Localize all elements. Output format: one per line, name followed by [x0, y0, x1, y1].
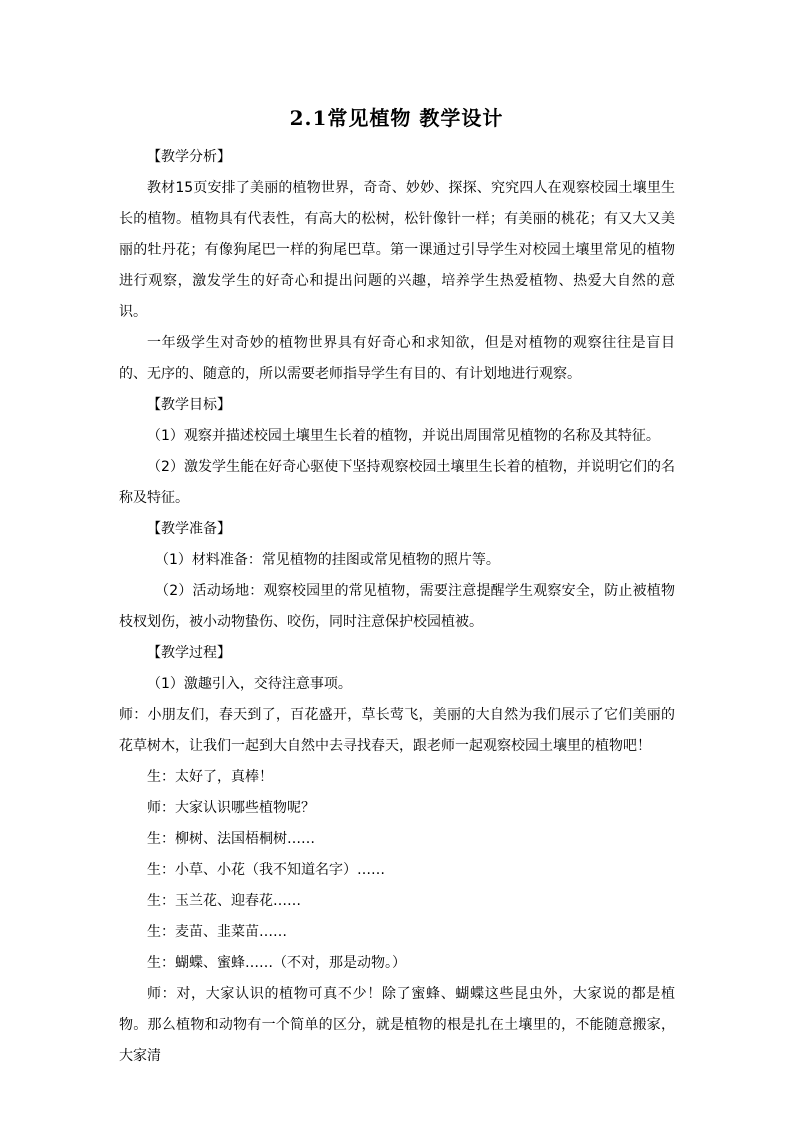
dialog-line-student-3: 生：小草、小花（我不知道名字）…… — [147, 862, 385, 878]
dialog-line-teacher-3: 师：对，大家认识的植物可真不少！除了蜜蜂、蝴蝶这些昆虫外，大家说的都是植物。那么植物和动物有一个简单的区分，就是植物的根是扎在土壤里的，不能随意搬家，大家清 — [119, 986, 675, 1064]
document-body — [119, 142, 675, 1072]
section-heading-goals: 【教学目标】 — [147, 397, 231, 413]
dialog-line-student-5: 生：麦苗、韭菜苗…… — [147, 924, 287, 940]
paragraph-analysis-2: 一年级学生对奇妙的植物世界具有好奇心和求知欲，但是对植物的观察往往是盲目的、无序的、随意的，所以需要老师指导学生有目的、有计划地进行观察。 — [119, 335, 675, 382]
document-title: 2.1常见植物 教学设计 — [289, 106, 504, 130]
dialog-line-teacher-2: 师：大家认识哪些植物呢？ — [147, 800, 315, 816]
goal-item-2: （2）激发学生能在好奇心驱使下坚持观察校园土壤里生长着的植物，并说明它们的名称及特征。 — [119, 459, 675, 506]
dialog-line-student-4: 生：玉兰花、迎春花…… — [147, 893, 301, 909]
dialog-line-student-1: 生：太好了，真棒！ — [147, 769, 273, 785]
dialog-line-teacher-1: 师：小朋友们，春天到了，百花盛开，草长莺飞，美丽的大自然为我们展示了它们美丽的花草树木，让我们一起到大自然中去寻找春天，跟老师一起观察校园土壤里的植物吧！ — [119, 707, 675, 754]
dialog-line-student-6: 生：蝴蝶、蜜蜂……（不对，那是动物。） — [147, 955, 406, 971]
section-heading-analysis: 【教学分析】 — [147, 149, 231, 165]
process-step-1: （1）激趣引入，交待注意事项。 — [147, 676, 352, 692]
prep-item-2: （2）活动场地：观察校园里的常见植物，需要注意提醒学生观察安全，防止被植物枝杈划伤，被小动物蛰伤、咬伤，同时注意保护校园植被。 — [119, 583, 675, 630]
prep-item-1: （1）材料准备：常见植物的挂图或常见植物的照片等。 — [155, 552, 500, 568]
paragraph-analysis-1: 教材15页安排了美丽的植物世界，奇奇、妙妙、探探、究究四人在观察校园土壤里生长的植物。植物具有代表性，有高大的松树，松针像针一样；有美丽的桃花；有又大又美丽的牡丹花；有像狗尾巴一样的狗尾巴草。第一课通过引导学生对校园土壤里常见的植物进行观察，激发学生的好奇心和提出问题的兴趣，培养学生热爱植物、热爱大自然的意识。 — [119, 180, 675, 320]
goal-item-1: （1）观察并描述校园土壤里生长着的植物，并说出周围常见植物的名称及其特征。 — [147, 428, 660, 444]
section-heading-preparation: 【教学准备】 — [147, 521, 231, 537]
dialog-line-student-2: 生：柳树、法国梧桐树…… — [147, 831, 315, 847]
section-heading-process: 【教学过程】 — [147, 645, 231, 661]
